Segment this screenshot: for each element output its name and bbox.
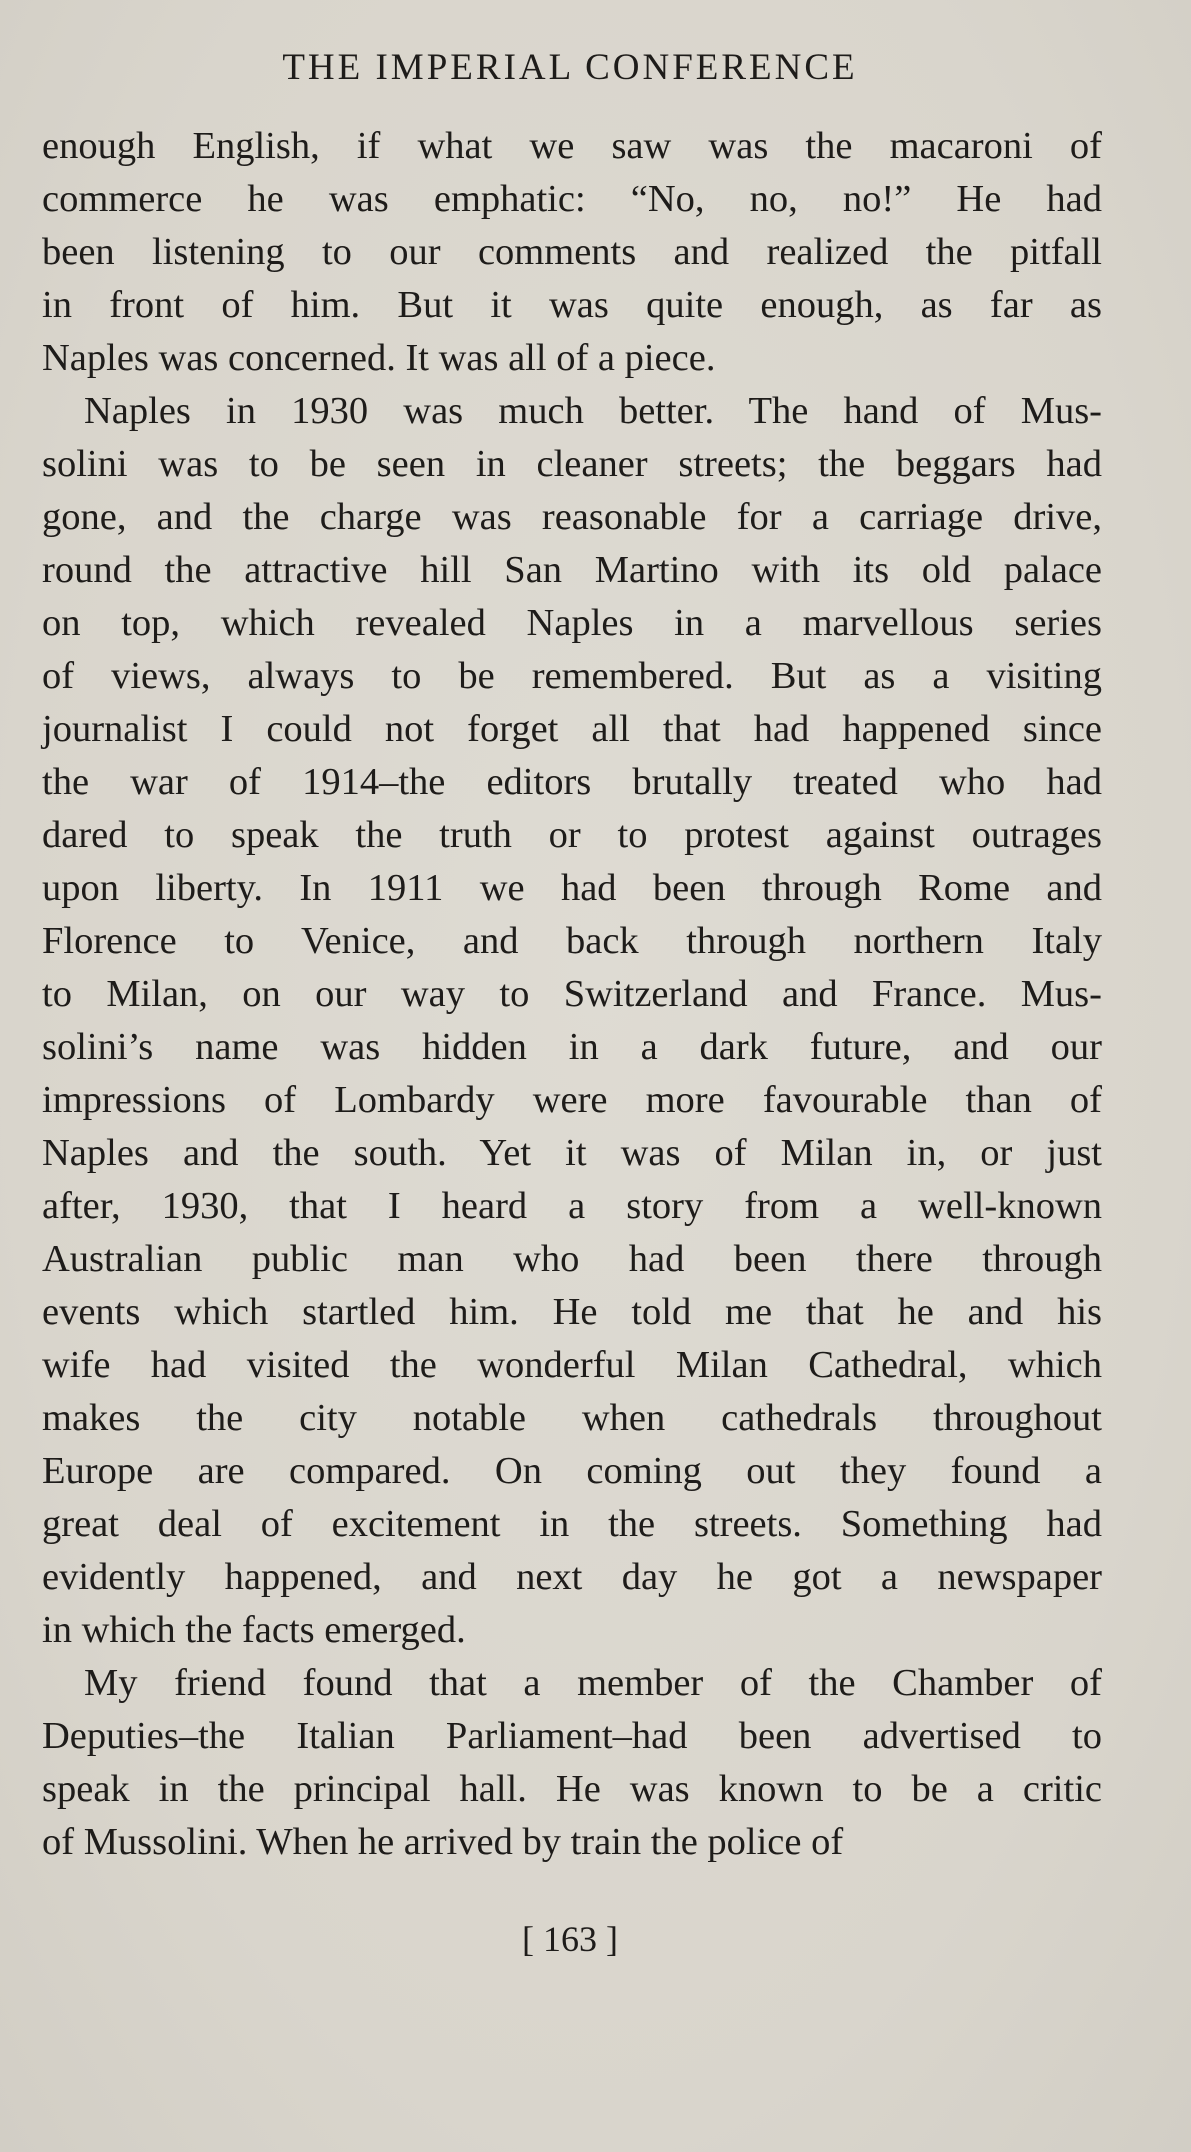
text-line: solini was to be seen in cleaner streets; the beggars had — [42, 443, 1102, 485]
text-line: commerce he was emphatic: “No, no, no!” He had — [42, 178, 1102, 220]
text-line: journalist I could not forget all that had happened since — [42, 708, 1102, 750]
body-text — [42, 120, 1102, 1869]
paragraph — [42, 120, 1102, 385]
text-line: to Milan, on our way to Switzerland and France. Mus- — [42, 973, 1102, 1015]
text-line: after, 1930, that I heard a story from a well-known — [42, 1185, 1102, 1227]
text-line: Naples in 1930 was much better. The hand of Mus- — [84, 390, 1102, 432]
text-line: evidently happened, and next day he got a newspaper — [42, 1556, 1102, 1598]
text-line: round the attractive hill San Martino with its old palace — [42, 549, 1102, 591]
paragraph — [42, 385, 1102, 1657]
text-line: Europe are compared. On coming out they found a — [42, 1450, 1102, 1492]
text-line: enough English, if what we saw was the macaroni of — [42, 125, 1102, 167]
text-line: great deal of excitement in the streets. Something had — [42, 1503, 1102, 1545]
text-line: in front of him. But it was quite enough, as far as — [42, 284, 1102, 326]
text-line: in which the facts emerged. — [42, 1609, 466, 1651]
text-line: makes the city notable when cathedrals throughout — [42, 1397, 1102, 1439]
text-line: Australian public man who had been there through — [42, 1238, 1102, 1280]
text-line: of Mussolini. When he arrived by train the police of — [42, 1821, 844, 1863]
text-line: My friend found that a member of the Chamber of — [84, 1662, 1102, 1704]
text-line: gone, and the charge was reasonable for a carriage drive, — [42, 496, 1102, 538]
text-line: been listening to our comments and realized the pitfall — [42, 231, 1102, 273]
text-line: on top, which revealed Naples in a marvellous series — [42, 602, 1102, 644]
text-line: the war of 1914–the editors brutally treated who had — [42, 761, 1102, 803]
text-line: upon liberty. In 1911 we had been through Rome and — [42, 867, 1102, 909]
page-number: [ 163 ] — [522, 1919, 618, 1959]
text-line: Deputies–the Italian Parliament–had been advertised to — [42, 1715, 1102, 1757]
text-line: solini’s name was hidden in a dark future, and our — [42, 1026, 1102, 1068]
text-line: Florence to Venice, and back through northern Italy — [42, 920, 1102, 962]
running-head: THE IMPERIAL CONFERENCE — [282, 47, 858, 88]
text-line: events which startled him. He told me that he and his — [42, 1291, 1102, 1333]
text-line: impressions of Lombardy were more favourable than of — [42, 1079, 1102, 1121]
text-line: dared to speak the truth or to protest against outrages — [42, 814, 1102, 856]
text-line: Naples was concerned. It was all of a piece. — [42, 337, 716, 379]
paragraph — [42, 1657, 1102, 1869]
text-line: Naples and the south. Yet it was of Milan in, or just — [42, 1132, 1102, 1174]
text-line: wife had visited the wonderful Milan Cathedral, which — [42, 1344, 1102, 1386]
text-line: of views, always to be remembered. But as a visiting — [42, 655, 1102, 697]
text-line: speak in the principal hall. He was known to be a critic — [42, 1768, 1102, 1810]
